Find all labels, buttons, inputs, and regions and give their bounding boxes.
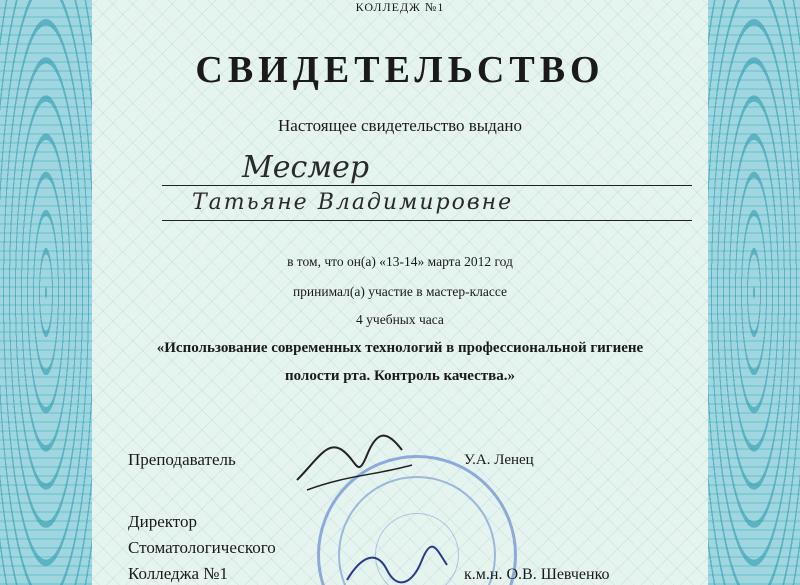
surname-underline bbox=[162, 185, 692, 186]
certificate-body bbox=[92, 0, 708, 585]
director-name: к.м.н. О.В. Шевченко bbox=[464, 566, 610, 583]
course-title-line2: полости рта. Контроль качества.» bbox=[284, 368, 516, 384]
teacher-label: Преподаватель bbox=[128, 450, 236, 469]
left-ornament-border bbox=[0, 0, 92, 585]
hours-text: 4 учебных часа bbox=[356, 312, 444, 327]
certificate-title: СВИДЕТЕЛЬСТВО bbox=[195, 49, 605, 91]
issued-text: Настоящее свидетельство выдано bbox=[278, 116, 522, 135]
college-header: КОЛЛЕДЖ №1 bbox=[355, 0, 445, 14]
director-signature-icon bbox=[342, 545, 452, 585]
course-title-line1: «Использование современных технологий в профессиональной гигиене bbox=[156, 340, 644, 356]
recipient-name: Татьяне Владимировне bbox=[192, 190, 514, 215]
participation-text: принимал(а) участие в мастер-классе bbox=[292, 284, 508, 299]
teacher-name: У.А. Ленец bbox=[464, 452, 534, 468]
right-ornament-border bbox=[708, 0, 800, 585]
teacher-signature-icon bbox=[287, 420, 417, 500]
director-title-line2: Стоматологического bbox=[128, 538, 276, 557]
recipient-surname: Месмер bbox=[242, 150, 370, 185]
director-title-line3: Колледжа №1 bbox=[128, 564, 228, 583]
event-date-text: в том, что он(а) «13-14» марта 2012 год bbox=[287, 254, 513, 269]
name-underline bbox=[162, 220, 692, 221]
director-title-line1: Директор bbox=[128, 512, 197, 531]
